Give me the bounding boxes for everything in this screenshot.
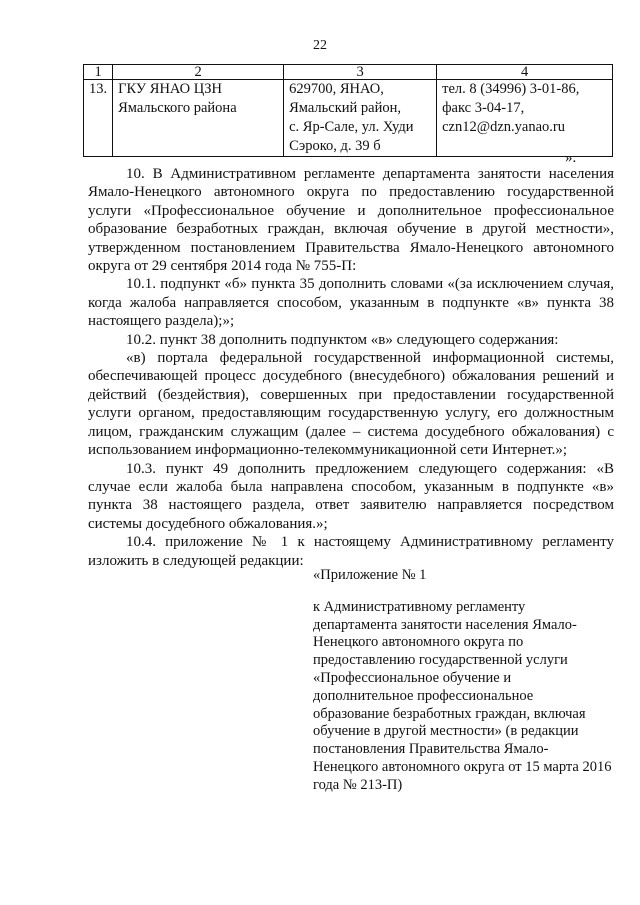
address-cell bbox=[284, 80, 437, 157]
appendix-text: к Административному регламенту департамента занятости населения Ямало-Ненецкого автономного округа по предоставлению государственной услуги «Профессиональное обучение и дополнительное профессиональное образование безработных граждан, включая обучение в другой местности» (в редакции постановления Правительства Ямало-Ненецкого автономного округа от 15 марта 2016 года № 213-П) bbox=[313, 598, 612, 793]
table-header-cell: 3 bbox=[284, 65, 437, 80]
table-header-cell: 2 bbox=[113, 65, 284, 80]
paragraph-subpoint-v: «в) портала федеральной государственной информационной системы, обеспечивающей процесс досудебного (внесудебного) обжалования решений и действий (бездействия), совершенных при предоставлении государственной услуги органом, предоставляющим государственную услугу, его должностным лицом, гражданским служащим (далее – система досудебного обжалования) с использованием информационно-телекоммуникационной сети Интернет.»; bbox=[88, 350, 614, 459]
table-header-cell: 4 bbox=[437, 65, 613, 80]
appendix-block bbox=[313, 567, 613, 795]
organization-cell bbox=[113, 80, 284, 157]
address-line: с. Яр-Сале, ул. Худи bbox=[289, 119, 414, 135]
contacts-table bbox=[83, 64, 613, 157]
contact-line: czn12@dzn.yanao.ru bbox=[442, 119, 565, 135]
address-line: Ямальский район, bbox=[289, 100, 401, 116]
address-line: 629700, ЯНАО, bbox=[289, 81, 384, 97]
organization-line: ГКУ ЯНАО ЦЗН bbox=[118, 81, 222, 97]
paragraph-10: 10. В Административном регламенте департамента занятости населения Ямало-Ненецкого автономного округа по предоставлению государственной услуги «Профессиональное обучение и дополнительное профессиональное образование безработных граждан, включая обучение в другой местности», утвержденном постановлением Правительства Ямало-Ненецкого автономного округа от 29 сентября 2014 года № 755-П: bbox=[88, 166, 614, 275]
closing-quote-mark: ». bbox=[565, 150, 577, 166]
paragraph-10-1: 10.1. подпункт «б» пункта 35 дополнить словами «(за исключением случая, когда жалоба направляется способом, указанным в подпункте «в» пункта 38 настоящего раздела);»; bbox=[88, 276, 614, 330]
address-line: Сэроко, д. 39 б bbox=[289, 138, 381, 154]
paragraph-10-3: 10.3. пункт 49 дополнить предложением следующего содержания: «В случае если жалоба была направлена способом, указанным в подпункте «в» пункта 38 настоящего раздела, ответ заявителю направляется посредством системы досудебного обжалования.»; bbox=[88, 460, 614, 532]
document-body bbox=[88, 165, 614, 570]
appendix-title: «Приложение № 1 bbox=[313, 567, 427, 583]
table-row bbox=[84, 80, 613, 157]
row-number: 13. bbox=[84, 80, 113, 157]
table-header-row bbox=[84, 65, 613, 80]
table-header-cell: 1 bbox=[84, 65, 113, 80]
paragraph-10-4: 10.4. приложение № 1 к настоящему Административному регламенту изложить в следующей редакции: bbox=[88, 534, 614, 569]
contact-line: факс 3-04-17, bbox=[442, 100, 525, 116]
contacts-cell bbox=[437, 80, 613, 157]
contact-line: тел. 8 (34996) 3-01-86, bbox=[442, 81, 580, 97]
organization-line: Ямальского района bbox=[118, 100, 237, 116]
paragraph-10-2: 10.2. пункт 38 дополнить подпунктом «в» следующего содержания: bbox=[126, 331, 559, 348]
page-number: 22 bbox=[313, 38, 327, 53]
